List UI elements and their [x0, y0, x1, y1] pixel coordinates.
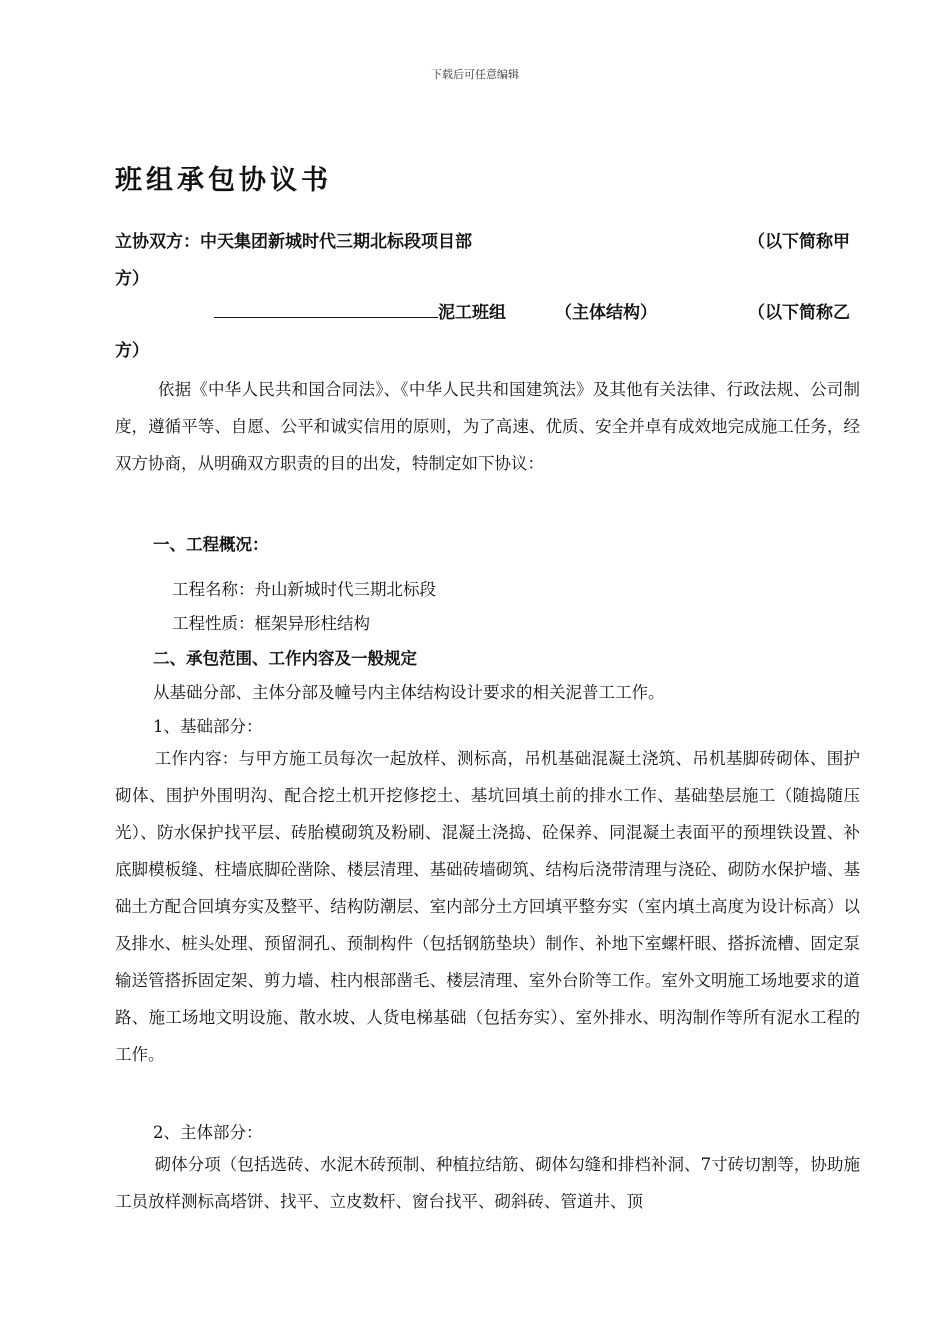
part-2-heading: 2、主体部分： — [153, 1123, 263, 1142]
party-a-abbrev-end: 方） — [115, 269, 149, 289]
project-nature: 工程性质：框架异形柱结构 — [172, 614, 370, 633]
project-name: 工程名称：舟山新城时代三期北标段 — [172, 580, 436, 599]
part-2-content: 砌体分项（包括选砖、水泥木砖预制、种植拉结筋、砌体勾缝和排档补洞、7寸砖切割等，协助施工员放样测标高塔饼、找平、立皮数杆、窗台找平、砌斜砖、管道井、顶 — [115, 1155, 860, 1211]
party-a-abbrev: （以下简称甲 — [748, 232, 850, 252]
section-1-heading: 一、工程概况： — [153, 535, 269, 554]
party-b-abbrev: （以下简称乙 — [748, 303, 850, 323]
intro-paragraph: 依据《中华人民共和国合同法》、《中华人民共和国建筑法》及其他有关法律、行政法规、公司制度，遵循平等、自愿、公平和诚实信用的原则，为了高速、优质、安全并卓有成效地完成施工任务，经双方协商，从明确双方职责的目的出发，特制定如下协议： — [115, 380, 860, 473]
party-b-abbrev-end: 方） — [115, 341, 149, 361]
part-1-heading: 1、基础部分： — [153, 717, 263, 736]
party-b-team: 泥工班组 — [438, 303, 506, 323]
party-b-scope: （主体结构） — [555, 303, 657, 323]
document-title: 班组承包协议书 — [115, 165, 332, 196]
party-b-blank — [214, 303, 438, 318]
part-1-content: 工作内容：与甲方施工员每次一起放样、测标高，吊机基础混凝土浇筑、吊机基脚砖砌体、围护砌体、围护外围明沟、配合挖土机开挖修挖土、基坑回填土前的排水工作、基础垫层施工（随捣随压光）、防水保护找平层、砖胎模砌筑及粉刷、混凝土浇捣、砼保养、同混凝土表面平的预埋铁设置、补底脚模板缝、柱墙底脚砼凿除、楼层清理、基础砖墙砌筑、结构后浇带清理与浇砼、砌防水保护墙、基础土方配合回填夯实及整平、结构防潮层、室内部分土方回填平整夯实（室内填土高度为设计标高）以及排水、桩头处理、预留洞孔、预制构件（包括钢筋垫块）制作、补地下室螺杆眼、搭拆流槽、固定泵输送管搭拆固定架、剪力墙、柱内根部凿毛、楼层清理、室外台阶等工作。室外文明施工场地要求的道路、施工场地文明设施、散水坡、人货电梯基础（包括夯实）、室外排水、明沟制作等所有泥水工程的工作。 — [115, 749, 860, 1064]
section-2-heading: 二、承包范围、工作内容及一般规定 — [153, 649, 417, 668]
scope-text: 从基础分部、主体分部及幢号内主体结构设计要求的相关泥普工工作。 — [153, 683, 665, 702]
header-note: 下载后可任意编辑 — [431, 68, 519, 81]
party-b-line — [214, 298, 506, 323]
party-a-line: 立协双方：中天集团新城时代三期北标段项目部 — [115, 232, 472, 252]
